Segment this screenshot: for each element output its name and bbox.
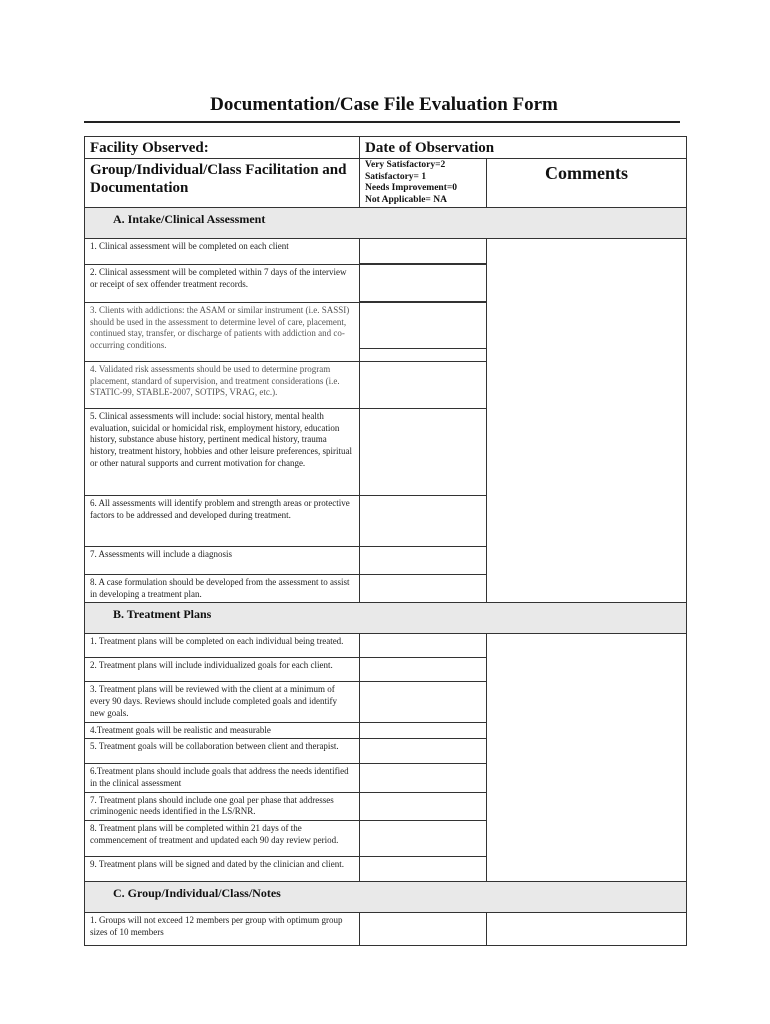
rating-cell[interactable] bbox=[360, 722, 487, 739]
treatment-plan-item: 1. Treatment plans will be completed on each individual being treated. bbox=[85, 634, 360, 658]
assessment-item: 5. Clinical assessments will include: social history, mental health evaluation, suicidal or homicidal risk, employment history, education history, substance abuse history, pertinent medical history, trauma history, treatment history, hobbies and other leisure preferences, spiritual or other natural supports and current motivation for change. bbox=[85, 409, 360, 496]
rating-cell[interactable] bbox=[360, 409, 487, 496]
treatment-plan-item: 7. Treatment plans should include one goal per phase that addresses criminogenic needs identified in the LS/RNR. bbox=[85, 792, 360, 820]
section-a-title: A. Intake/Clinical Assessment bbox=[85, 208, 687, 239]
assessment-item: 4. Validated risk assessments should be used to determine program placement, standard of supervision, and treatment considerations (i.e. STATIC-99, STABLE-2007, SOTIPS, VRAG, etc.). bbox=[85, 362, 360, 409]
treatment-plan-item: 8. Treatment plans will be completed within 21 days of the commencement of treatment and updated each 90 day review period. bbox=[85, 821, 360, 857]
assessment-item: 1. Clinical assessment will be completed on each client bbox=[85, 239, 360, 265]
assessment-item: 2. Clinical assessment will be completed within 7 days of the interview or receipt of sex offender treatment records. bbox=[85, 265, 360, 303]
comments-cell[interactable] bbox=[487, 239, 687, 603]
rating-cell[interactable] bbox=[360, 658, 487, 682]
rating-key-line: Very Satisfactory=2 bbox=[365, 160, 446, 170]
rating-key-line: Needs Improvement=0 bbox=[365, 183, 458, 193]
group-facilitation-heading: Group/Individual/Class Facilitation and Documentation bbox=[85, 159, 360, 208]
evaluation-table bbox=[84, 136, 687, 946]
group-notes-item: 1. Groups will not exceed 12 members per group with optimum group sizes of 10 members bbox=[85, 913, 360, 946]
rating-cell[interactable] bbox=[360, 634, 487, 658]
treatment-plan-item: 5. Treatment goals will be collaboration between client and therapist. bbox=[85, 739, 360, 764]
date-of-observation-label: Date of Observation bbox=[360, 137, 687, 159]
comments-cell[interactable] bbox=[487, 913, 687, 946]
rating-cell[interactable] bbox=[360, 857, 487, 882]
section-b-title: B. Treatment Plans bbox=[85, 603, 687, 634]
assessment-item: 7. Assessments will include a diagnosis bbox=[85, 547, 360, 575]
rating-cell[interactable] bbox=[360, 575, 487, 603]
assessment-item: 3. Clients with addictions: the ASAM or similar instrument (i.e. SASSI) should be used in the assessment to determine level of care, placement, continued stay, transfer, or discharge of patients with addiction and co-occurring conditions. bbox=[85, 303, 360, 362]
comments-cell[interactable] bbox=[487, 634, 687, 882]
rating-cell[interactable] bbox=[360, 303, 487, 362]
treatment-plan-item: 3. Treatment plans will be reviewed with the client at a minimum of every 90 days. Reviews should include completed goals and identify new goals. bbox=[85, 682, 360, 722]
treatment-plan-item: 9. Treatment plans will be signed and dated by the clinician and client. bbox=[85, 857, 360, 882]
rating-cell[interactable] bbox=[360, 792, 487, 820]
rating-cell[interactable] bbox=[360, 682, 487, 722]
rating-cell[interactable] bbox=[360, 265, 487, 303]
assessment-item: 8. A case formulation should be developed from the assessment to assist in developing a treatment plan. bbox=[85, 575, 360, 603]
treatment-plan-item: 4.Treatment goals will be realistic and measurable bbox=[85, 722, 360, 739]
rating-cell[interactable] bbox=[360, 547, 487, 575]
rating-cell[interactable] bbox=[360, 764, 487, 792]
rating-cell[interactable] bbox=[360, 496, 487, 547]
treatment-plan-item: 2. Treatment plans will include individualized goals for each client. bbox=[85, 658, 360, 682]
assessment-item: 6. All assessments will identify problem and strength areas or protective factors to be addressed and developed during treatment. bbox=[85, 496, 360, 547]
rating-cell[interactable] bbox=[360, 821, 487, 857]
rating-cell[interactable] bbox=[360, 362, 487, 409]
section-c-title: C. Group/Individual/Class/Notes bbox=[85, 882, 687, 913]
comments-heading: Comments bbox=[487, 159, 687, 208]
treatment-plan-item: 6.Treatment plans should include goals that address the needs identified in the clinical assessment bbox=[85, 764, 360, 792]
title-underline bbox=[84, 121, 680, 123]
rating-cell[interactable] bbox=[360, 739, 487, 764]
facility-observed-label: Facility Observed: bbox=[85, 137, 360, 159]
rating-cell[interactable] bbox=[360, 913, 487, 946]
rating-key-line: Not Applicable= NA bbox=[365, 194, 447, 205]
rating-cell[interactable] bbox=[360, 239, 487, 265]
form-title: Documentation/Case File Evaluation Form bbox=[210, 94, 558, 115]
rating-key-line: Satisfactory= 1 bbox=[365, 171, 427, 182]
rating-key bbox=[360, 159, 487, 208]
